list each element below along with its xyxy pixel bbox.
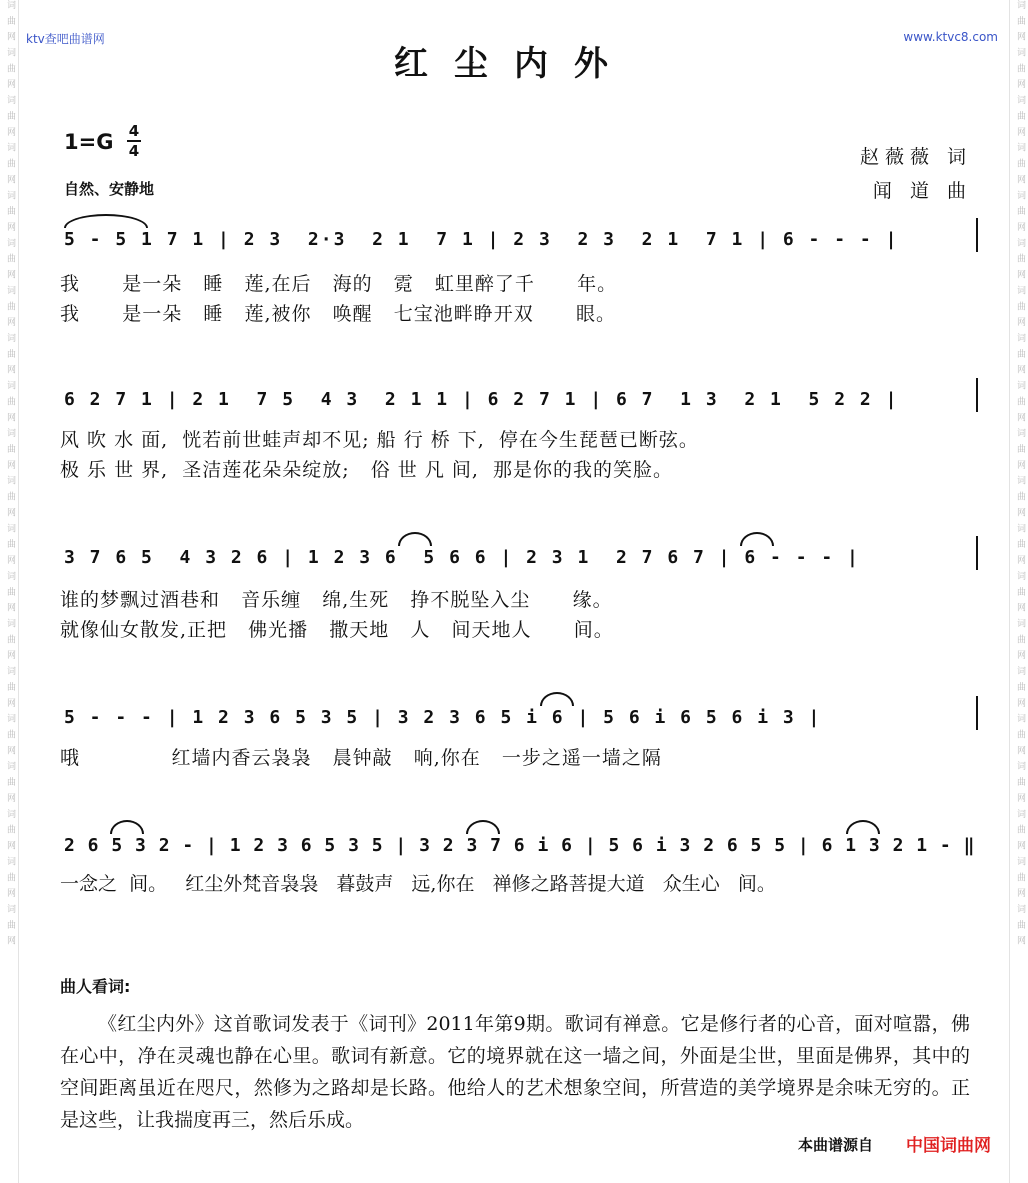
tempo-marking: 自然、安静地 — [64, 180, 155, 198]
tie-mark — [540, 692, 574, 706]
side-watermark-left: 词 曲 网 词 曲 网 词 曲 网 词 曲 网 词 曲 网 词 曲 网 词 曲 网 词 曲 网 词 曲 网 词 曲 网 词 曲 网 词 曲 网 词 曲 网 词 曲 网 词 曲 网 词 曲 网 词 曲 网 词 曲 网 词 曲 网 词 曲 网 — [0, 0, 19, 1183]
barline-3 — [976, 536, 978, 570]
time-bottom: 4 — [128, 142, 140, 160]
final-barline-1 — [976, 218, 978, 252]
tie-mark — [466, 820, 500, 834]
lyrics-line-3-verse-1: 谁的梦飘过酒巷和 音乐缠 绵,生死 挣不脱坠入尘 缘。 — [60, 589, 613, 611]
lyrics-line-5: 一念之 间。 红尘外梵音袅袅 暮鼓声 远,你在 禅修之路菩提大道 众生心 间。 — [60, 873, 776, 895]
lyrics-line-2-verse-1: 风 吹 水 面, 恍若前世蛙声却不见; 船 行 桥 下, 停在今生琵琶已断弦。 — [60, 429, 699, 451]
tie-mark — [110, 820, 144, 834]
commentary-body: 《红尘内外》这首歌词发表于《词刊》2011年第9期。歌词有禅意。它是修行者的心音，面对喧嚣，佛在心中，净在灵魂也静在心里。歌词有新意。它的境界就在这一墙之间，外面是尘世，里面是佛界，其中的空间距离虽近在咫尺，然修为之路却是长路。他给人的艺术想象空间，所营造的美学境界是余味无穷的。正是这些，让我揣度再三，然后乐成。 — [60, 1013, 970, 1131]
source-brand-link[interactable]: 中国词曲网 — [906, 1136, 991, 1156]
source-label: 本曲谱源自 — [798, 1136, 874, 1154]
lyrics-line-1-verse-1: 我 是一朵 睡 莲,在后 海的 霓 虹里醉了千 年。 — [60, 273, 618, 295]
barline-4 — [976, 696, 978, 730]
time-signature — [126, 122, 142, 160]
barline-2 — [976, 378, 978, 412]
watermark-right[interactable]: www.ktvc8.com — [903, 30, 998, 44]
side-watermark-right: 词 曲 网 词 曲 网 词 曲 网 词 曲 网 词 曲 网 词 曲 网 词 曲 网 词 曲 网 词 曲 网 词 曲 网 词 曲 网 词 曲 网 词 曲 网 词 曲 网 词 曲 网 词 曲 网 词 曲 网 词 曲 网 词 曲 网 词 曲 网 — [1009, 0, 1028, 1183]
lyrics-line-2-verse-2: 极 乐 世 界, 圣洁莲花朵朵绽放; 俗 世 凡 间, 那是你的我的笑脸。 — [60, 459, 673, 481]
notation-line-2: 6 2 7 1 | 2 1 7 5 4 3 2 1 1 | 6 2 7 1 | 6 7 1 3 2 1 5 2 2 | — [64, 389, 899, 410]
tie-mark — [740, 532, 774, 546]
watermark-left[interactable]: ktv查吧曲谱网 — [26, 32, 105, 46]
lyrics-line-1-verse-2: 我 是一朵 睡 莲,被你 唤醒 七宝池畔睁开双 眼。 — [60, 303, 616, 325]
tie-mark — [846, 820, 880, 834]
notation-line-4: 5 - - - | 1 2 3 6 5 3 5 | 3 2 3 6 5 i 6 | 5 6 i 6 5 6 i 3 | — [64, 707, 822, 728]
tie-mark — [64, 214, 148, 228]
commentary-heading: 曲人看词: — [60, 977, 131, 996]
notation-line-5: 2 6 5 3 2 - | 1 2 3 6 5 3 5 | 3 2 3 7 6 i 6 | 5 6 i 3 2 6 5 5 | 6 1 3 2 1 - ‖ — [64, 835, 976, 856]
lyrics-line-4: 哦 红墙内香云袅袅 晨钟敲 响,你在 一步之遥一墙之隔 — [60, 747, 662, 769]
key-signature: 1=G — [64, 130, 114, 154]
song-title: 红尘内外 — [394, 44, 634, 84]
notation-line-1: 5 - 5 1 7 1 | 2 3 2·3 2 1 7 1 | 2 3 2 3 2 1 7 1 | 6 - - - | — [64, 229, 899, 250]
notation-line-3: 3 7 6 5 4 3 2 6 | 1 2 3 6 5 6 6 | 2 3 1 2 7 6 7 | 6 - - - | — [64, 547, 860, 568]
lyricist-credit: 赵薇薇 词 — [859, 146, 972, 168]
lyrics-line-3-verse-2: 就像仙女散发,正把 佛光播 撒天地 人 间天地人 间。 — [60, 619, 614, 641]
tie-mark — [398, 532, 432, 546]
time-top: 4 — [128, 122, 140, 140]
composer-credit: 闻 道 曲 — [872, 180, 972, 202]
